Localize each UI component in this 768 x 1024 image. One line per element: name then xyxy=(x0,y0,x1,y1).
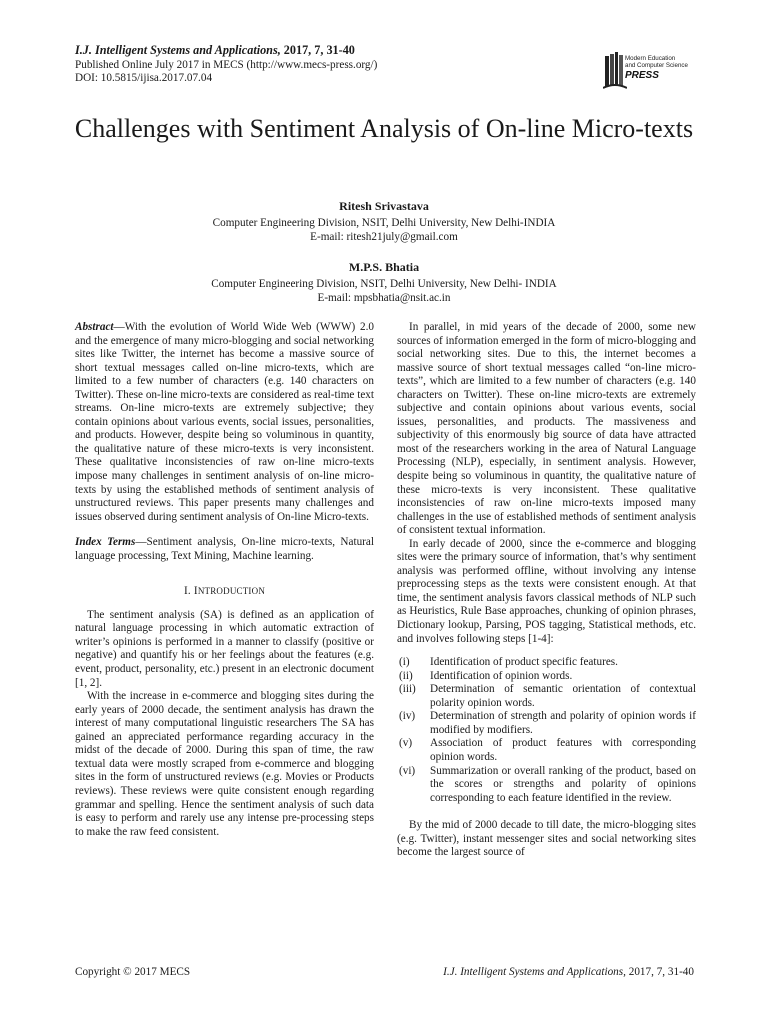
right-column xyxy=(397,321,696,860)
paragraph: The sentiment analysis (SA) is defined as an application of natural language processing in which automatic extraction of writer’s opinions is performed in a manner to classify (positive or negative) and quantify his or her feelings about the features (e.g. event, product, personality, etc.) present in an electronic document [1, 2]. xyxy=(75,608,374,689)
journal-volume: 2017, 7, 31-40 xyxy=(280,43,355,57)
abstract-text: With the evolution of World Wide Web (WWW) 2.0 and the emergence of many micro-blogging and social networking sites like Twitter, the internet has become a massive source of short textual messages called on-line micro-texts, which are limited to a few number of characters (e.g. 140 characters on Twitter). These on-line micro-texts are considered as real-time text streams. On-line micro-texts are extremely subjective; they contain opinions about various events, social issues, personalities, and products. However, despite being so voluminous in quantity, the qualitative nature of these micro-texts is very inconsistent. These qualitative inconsistencies of raw on-line micro-texts impose many challenges in sentiment analysis of on-line micro-texts by using the established methods of sentiment analysis of unstructured reviews. This paper presents many challenges and issues observed during sentiment analysis of On-line Micro-texts. xyxy=(75,321,374,523)
author-affiliation: Computer Engineering Division, NSIT, Delhi University, New Delhi- INDIA xyxy=(211,278,557,290)
abstract-label: Abstract xyxy=(75,321,114,333)
footer-journal: I.J. Intelligent Systems and Applications, 2017, 7, 31-40 xyxy=(443,966,694,978)
footer-copyright: Copyright © 2017 MECS xyxy=(75,966,191,978)
logo-press: PRESS xyxy=(625,70,659,81)
list-item: (ii) Identification of opinion words. xyxy=(399,669,573,682)
author-affiliation: Computer Engineering Division, NSIT, Delhi University, New Delhi-INDIA xyxy=(212,217,556,229)
published-line: Published Online July 2017 in MECS (http://www.mecs-press.org/) xyxy=(75,58,378,71)
index-terms-label: Index Terms xyxy=(75,536,136,549)
steps-list xyxy=(397,656,696,805)
mecs-press-logo xyxy=(603,46,703,102)
author-1 xyxy=(60,199,708,244)
journal-name: I.J. Intelligent Systems and Applications, xyxy=(75,43,281,57)
books-logo-icon xyxy=(603,52,627,92)
journal-citation xyxy=(75,44,695,59)
list-item: (iv) Determination of strength and polarity of opinion words if modified by modifiers. xyxy=(399,710,696,736)
index-terms xyxy=(75,536,374,563)
paragraph: In early decade of 2000, since the e-commerce and blogging sites were the primary source of information, that’s why sentiment analysis was performed offline, without involving any intense preprocessing steps as the texts were consistent enough. At that time, the sentiment analysis favors classical methods of NLP such as Heuristics, Rule Base approaches, chunking of opinion phrases, Dictionary lookup, Parsing, POS tagging, Statistical methods, etc. and involves following steps [1-4]: xyxy=(397,537,696,645)
author-email: E-mail: mpsbhatia@nsit.ac.in xyxy=(317,292,451,304)
list-item: (v) Association of product features with corresponding opinion words. xyxy=(399,737,696,763)
author-2 xyxy=(60,260,708,305)
paragraph: By the mid of 2000 decade to till date, the micro-blogging sites (e.g. Twitter), instant messenger sites and social networking sites become the largest source of xyxy=(397,819,696,859)
section-heading-introduction: I. INTRODUCTION xyxy=(183,585,266,598)
logo-caption: Modern Education and Computer Science xyxy=(625,55,688,69)
doi-line: DOI: 10.5815/ijisa.2017.07.04 xyxy=(75,72,213,84)
index-terms-dash: — xyxy=(135,536,147,549)
index-terms-text: Sentiment analysis, On-line micro-texts, Natural language processing, Text Mining, Machine learning. xyxy=(75,536,374,562)
paper-title: Challenges with Sentiment Analysis of On-line Micro-texts xyxy=(74,114,694,143)
paragraph: With the increase in e-commerce and blogging sites during the early years of 2000 decade, the sentiment analysis has drawn the interest of many computational linguistic researchers The SA has gained an appreciated performance regarding accuracy in the midst of the decade of 2000. During this span of time, the raw textual data were mostly scraped from e-commerce and blogging sites in the form of unstructured reviews (e.g. Movies or Products reviews). These reviews were quite consistent enough regarding grammar and spelling. Hence the sentiment analysis of such data is easy to perform and rarely use any intense pre-processing steps to make the raw feed consistent. xyxy=(75,690,374,838)
list-item: (i) Identification of product specific features. xyxy=(399,656,618,669)
author-name: Ritesh Srivastava xyxy=(339,199,429,213)
paragraph: In parallel, in mid years of the decade of 2000, some new sources of information emerged in the form of micro-blogging and social networking sites. Due to this, the internet becomes a massive source of short textual messages called “on-line micro-texts”, which are limited to a few number of characters (e.g. 140 characters on Twitter). These on-line micro-texts are extremely subjective and contain opinions about various events, social issues, personalities, and products. The massiveness and subjectivity of this enormously big source of data have attracted most of the researchers working in the area of Natural Language Processing (NLP), especially, in sentiment analysis. However, despite being so voluminous in quantity, the qualitative nature of these micro-texts is very inconsistent. These qualitative inconsistencies of raw on-line micro-texts imposed many challenges in the use of established methods of sentiment analysis of consistent textual information. xyxy=(397,321,696,537)
abstract xyxy=(75,321,374,524)
journal-header xyxy=(75,44,695,86)
author-name: M.P.S. Bhatia xyxy=(348,260,420,274)
author-email: E-mail: ritesh21july@gmail.com xyxy=(310,231,458,243)
left-column xyxy=(75,321,374,839)
list-item: (vi) Summarization or overall ranking of the product, based on the scores or strengths and polarity of opinions corresponding to each feature identified in the review. xyxy=(399,764,696,804)
abstract-dash: — xyxy=(113,321,125,333)
list-item: (iii) Determination of semantic orientation of contextual polarity opinion words. xyxy=(399,683,696,709)
